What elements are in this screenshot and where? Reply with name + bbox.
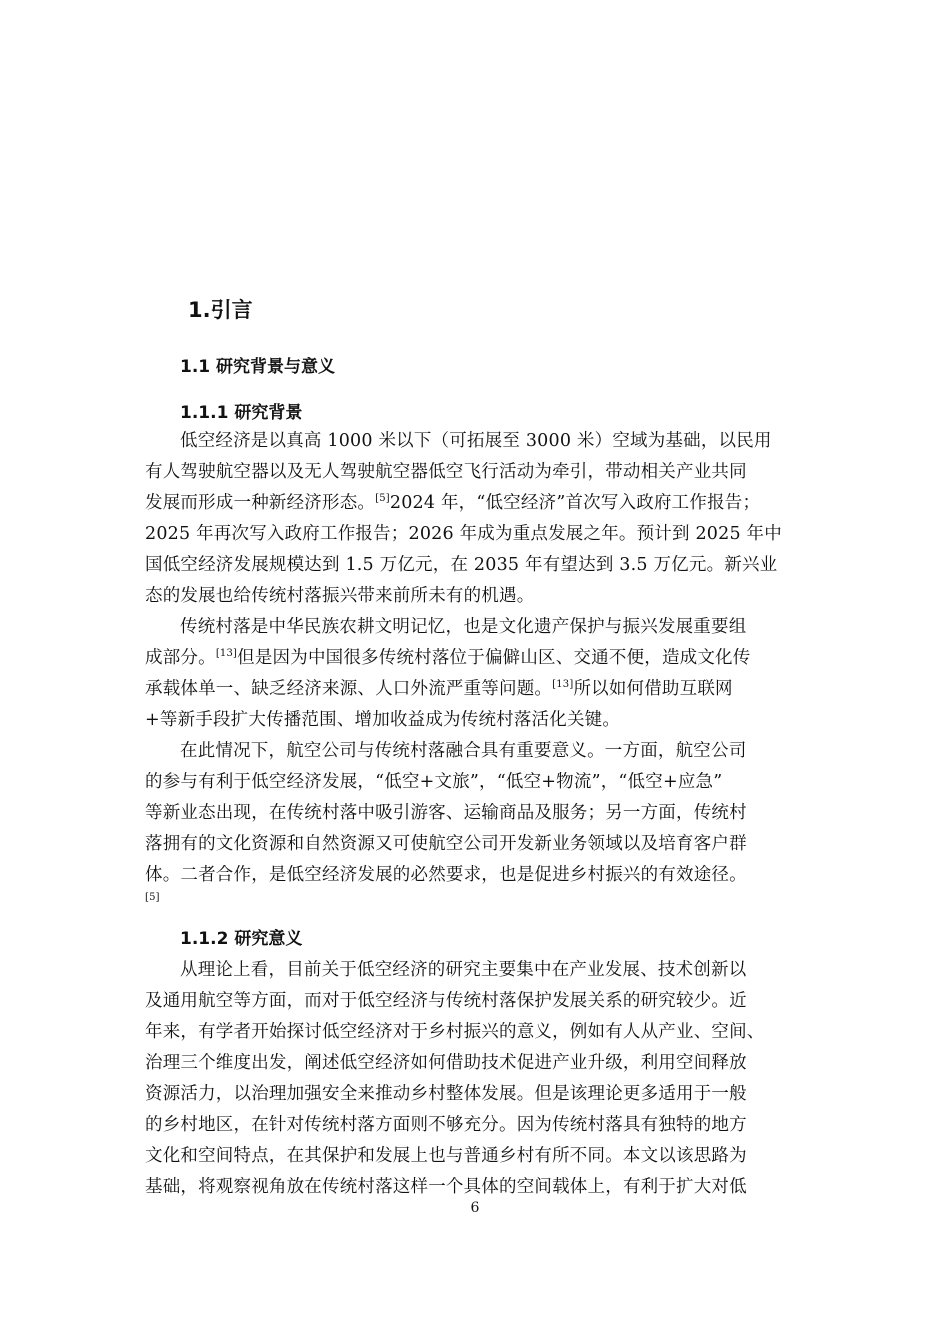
- subsection-heading-background: 1.1.1 研究背景: [180, 403, 303, 423]
- paragraph-line: 及通用航空等方面，而对于低空经济与传统村落保护发展关系的研究较少。近: [145, 991, 747, 1011]
- paragraph-line: 传统村落是中华民族农耕文明记忆，也是文化遗产保护与振兴发展重要组: [180, 617, 747, 637]
- paragraph-line: 体。二者合作，是低空经济发展的必然要求，也是促进乡村振兴的有效途径。: [145, 865, 747, 885]
- paragraph-text: 所以如何借助互联网: [573, 679, 733, 699]
- significance-paragraphs: [145, 955, 810, 1203]
- paragraph-text: 但是因为中国很多传统村落位于偏僻山区、交通不便，造成文化传: [237, 648, 751, 668]
- paragraph-line: [145, 488, 810, 519]
- paragraph-text: 发展而形成一种新经济形态。: [145, 493, 376, 513]
- section-heading: 1.1 研究背景与意义: [180, 357, 336, 377]
- paragraph-line: 国低空经济发展规模达到 1.5 万亿元，在 2035 年有望达到 3.5 万亿元。新兴业: [145, 555, 778, 575]
- paragraph-line: 有人驾驶航空器以及无人驾驶航空器低空飞行活动为牵引，带动相关产业共同: [145, 462, 747, 482]
- citation-marker: [5]: [375, 493, 390, 504]
- paragraph-line: [145, 891, 810, 913]
- paragraph-line: 治理三个维度出发，阐述低空经济如何借助技术促进产业升级，利用空间释放: [145, 1053, 747, 1073]
- paragraph-line: 等新业态出现，在传统村落中吸引游客、运输商品及服务；另一方面，传统村: [145, 803, 747, 823]
- chapter-heading: 1.引言: [188, 298, 253, 322]
- citation-marker: [5]: [145, 892, 160, 903]
- paragraph-line: 资源活力，以治理加强安全来推动乡村整体发展。但是该理论更多适用于一般: [145, 1084, 747, 1104]
- paragraph-line: 的乡村地区，在针对传统村落方面则不够充分。因为传统村落具有独特的地方: [145, 1115, 747, 1135]
- paragraph-line: 基础，将观察视角放在传统村落这样一个具体的空间载体上，有利于扩大对低: [145, 1177, 747, 1197]
- citation-marker: [13]: [552, 679, 574, 690]
- citation-marker: [13]: [215, 648, 238, 659]
- paragraph-line: 低空经济是以真高 1000 米以下（可拓展至 3000 米）空域为基础，以民用: [180, 431, 772, 451]
- paragraph-line: 年来，有学者开始探讨低空经济对于乡村振兴的意义，例如有人从产业、空间、: [145, 1022, 765, 1042]
- paragraph-line: [145, 674, 810, 705]
- paragraph-line: [145, 643, 810, 674]
- paragraph-line: 落拥有的文化资源和自然资源又可使航空公司开发新业务领域以及培育客户群: [145, 834, 747, 854]
- paragraph-line: 文化和空间特点，在其保护和发展上也与普通乡村有所不同。本文以该思路为: [145, 1146, 747, 1166]
- paragraph-line: 态的发展也给传统村落振兴带来前所未有的机遇。: [145, 586, 535, 606]
- paragraph-text: 成部分。: [145, 648, 216, 668]
- paragraph-line: 在此情况下，航空公司与传统村落融合具有重要意义。一方面，航空公司: [180, 741, 747, 761]
- paragraph-text: 承载体单一、缺乏经济来源、人口外流严重等问题。: [145, 679, 553, 699]
- paragraph-line: +等新手段扩大传播范围、增加收益成为传统村落活化关键。: [145, 710, 621, 730]
- subsection-heading-significance: 1.1.2 研究意义: [180, 929, 303, 949]
- paragraph-line: 的参与有利于低空经济发展，“低空+文旅”，“低空+物流”，“低空+应急”: [145, 772, 723, 792]
- background-paragraphs: [145, 426, 810, 913]
- paragraph-line: 2025 年再次写入政府工作报告；2026 年成为重点发展之年。预计到 2025 年中: [145, 524, 782, 544]
- paragraph-line: 从理论上看，目前关于低空经济的研究主要集中在产业发展、技术创新以: [180, 960, 747, 980]
- paragraph-text: 2024 年，“低空经济”首次写入政府工作报告；: [389, 493, 761, 513]
- page-number: 6: [470, 1200, 480, 1216]
